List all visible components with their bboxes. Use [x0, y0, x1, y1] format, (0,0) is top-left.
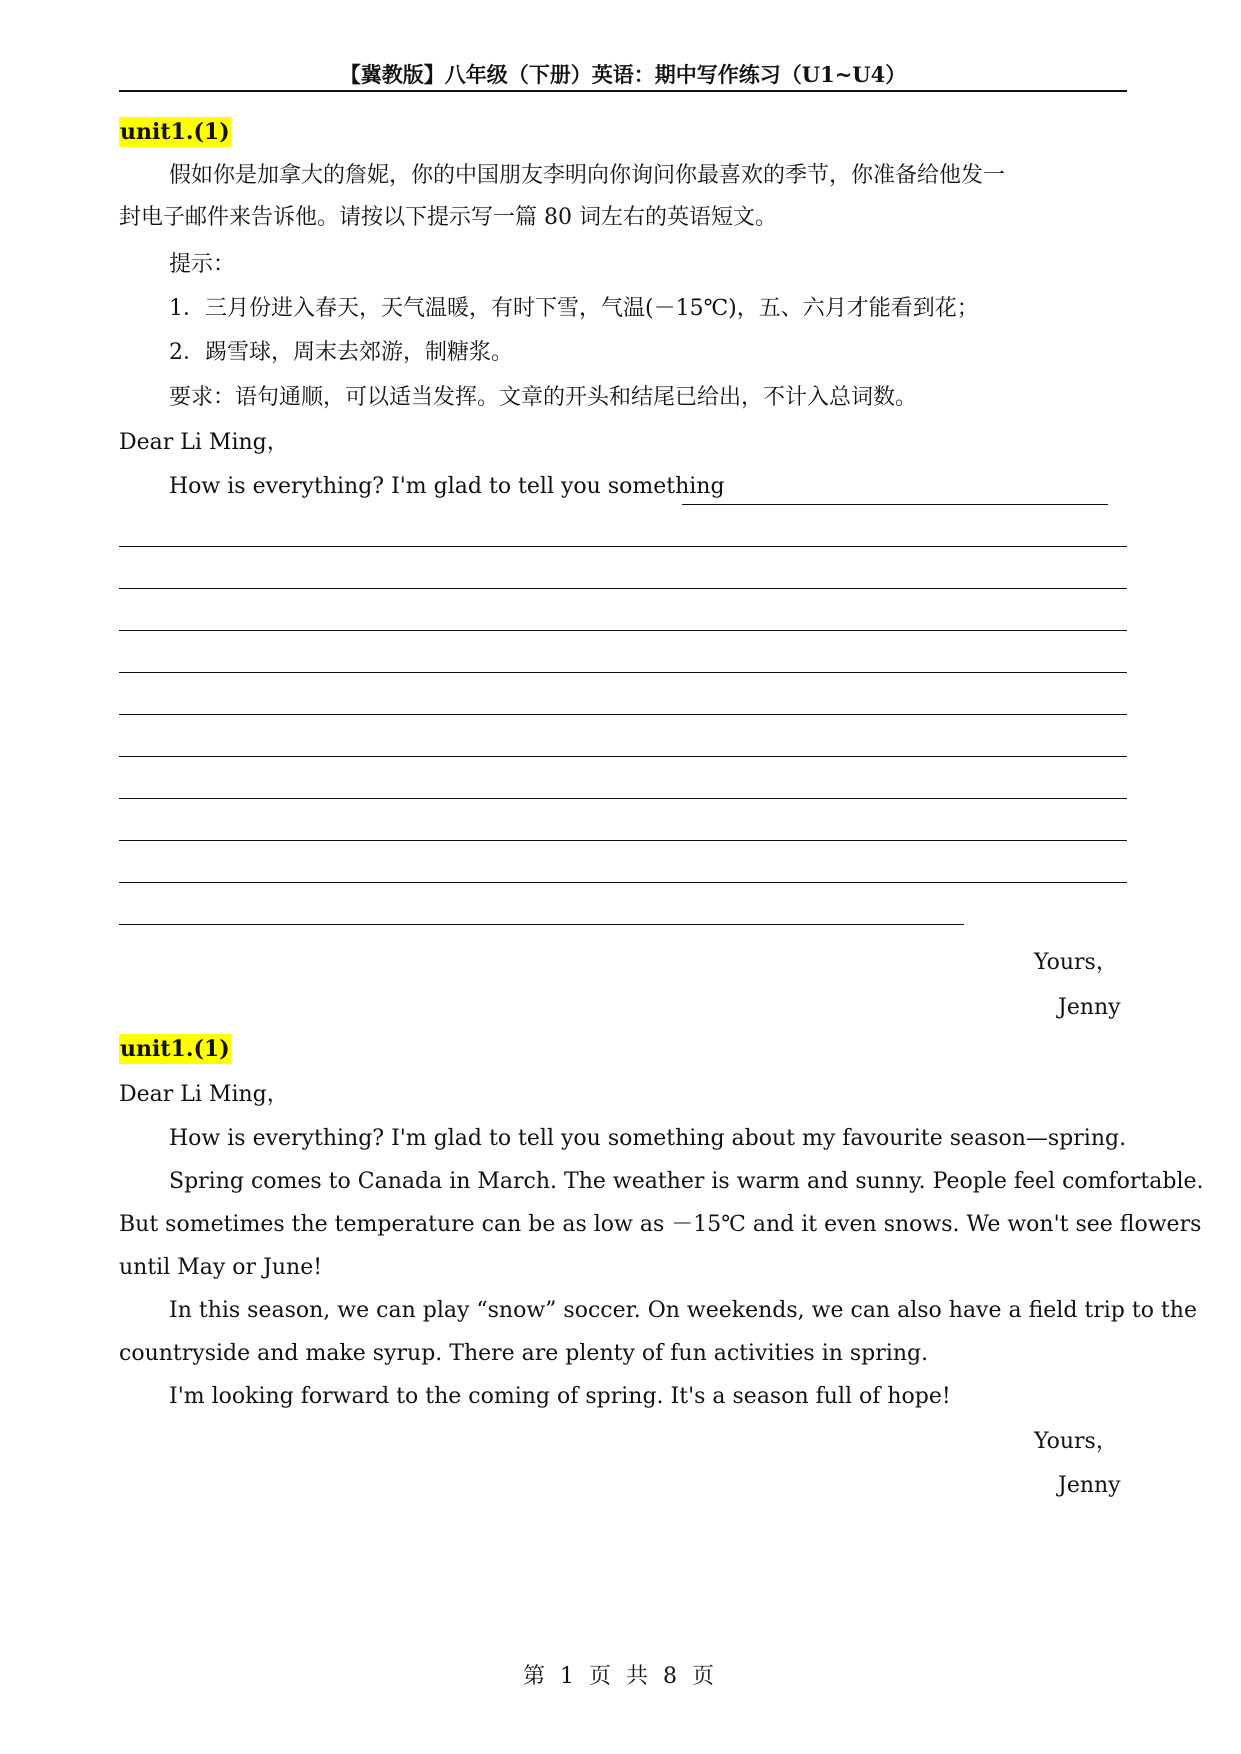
answer-line: Spring comes to Canada in March. The weather is warm and sunny. People feel comfortable.: [169, 1169, 1204, 1194]
answer-blank-line[interactable]: [119, 840, 1127, 841]
answer-blank-line[interactable]: [119, 714, 1127, 715]
answer-line: How is everything? I'm glad to tell you something about my favourite season—spring.: [169, 1126, 1127, 1151]
hint-2: 2．踢雪球，周末去郊游，制糖浆。: [169, 340, 513, 365]
answer-blank-line-last[interactable]: [119, 924, 964, 925]
answer-closing: Yours，: [1034, 1429, 1118, 1454]
answer-blank-line[interactable]: [119, 882, 1127, 883]
question-opening: How is everything? I'm glad to tell you something: [169, 474, 725, 499]
hint-1: 1．三月份进入春天，天气温暖，有时下雪，气温(－15℃)，五、六月才能看到花；: [169, 296, 979, 321]
answer-line: until May or June!: [119, 1255, 323, 1280]
answer-blank-inline[interactable]: [682, 504, 1108, 505]
answer-line: In this season, we can play “snow” soccer. On weekends, we can also have a field trip to the: [169, 1298, 1197, 1323]
answer-blank-line[interactable]: [119, 588, 1127, 589]
question-heading: unit1.(1): [120, 119, 230, 145]
answer-heading: unit1.(1): [120, 1036, 230, 1062]
answer-greeting: Dear Li Ming，: [119, 1082, 289, 1107]
page-header: 【冀教版】八年级（下册）英语：期中写作练习（U1~U4）: [339, 62, 907, 87]
answer-line: I'm looking forward to the coming of spring. It's a season full of hope!: [169, 1384, 951, 1409]
question-closing: Yours，: [1034, 950, 1118, 975]
prompt-line-2: 封电子邮件来告诉他。请按以下提示写一篇 80 词左右的英语短文。: [119, 205, 777, 230]
answer-blank-line[interactable]: [119, 630, 1127, 631]
question-signature: Jenny: [1058, 995, 1121, 1020]
requirement: 要求：语句通顺，可以适当发挥。文章的开头和结尾已给出，不计入总词数。: [169, 385, 918, 410]
answer-blank-line[interactable]: [119, 756, 1127, 757]
answer-signature: Jenny: [1058, 1473, 1121, 1498]
answer-line: But sometimes the temperature can be as low as －15℃ and it even snows. We won't see flowers: [119, 1212, 1202, 1237]
answer-blank-line[interactable]: [119, 672, 1127, 673]
hint-label: 提示：: [169, 252, 236, 277]
answer-line: countryside and make syrup. There are plenty of fun activities in spring.: [119, 1341, 929, 1366]
answer-blank-line[interactable]: [119, 546, 1127, 547]
answer-blank-line[interactable]: [119, 798, 1127, 799]
question-greeting: Dear Li Ming，: [119, 430, 289, 455]
header-rule: [119, 90, 1127, 92]
prompt-line-1: 假如你是加拿大的詹妮，你的中国朋友李明向你询问你最喜欢的季节，你准备给他发一: [169, 163, 1006, 188]
page-footer: 第 1 页 共 8 页: [523, 1664, 718, 1689]
